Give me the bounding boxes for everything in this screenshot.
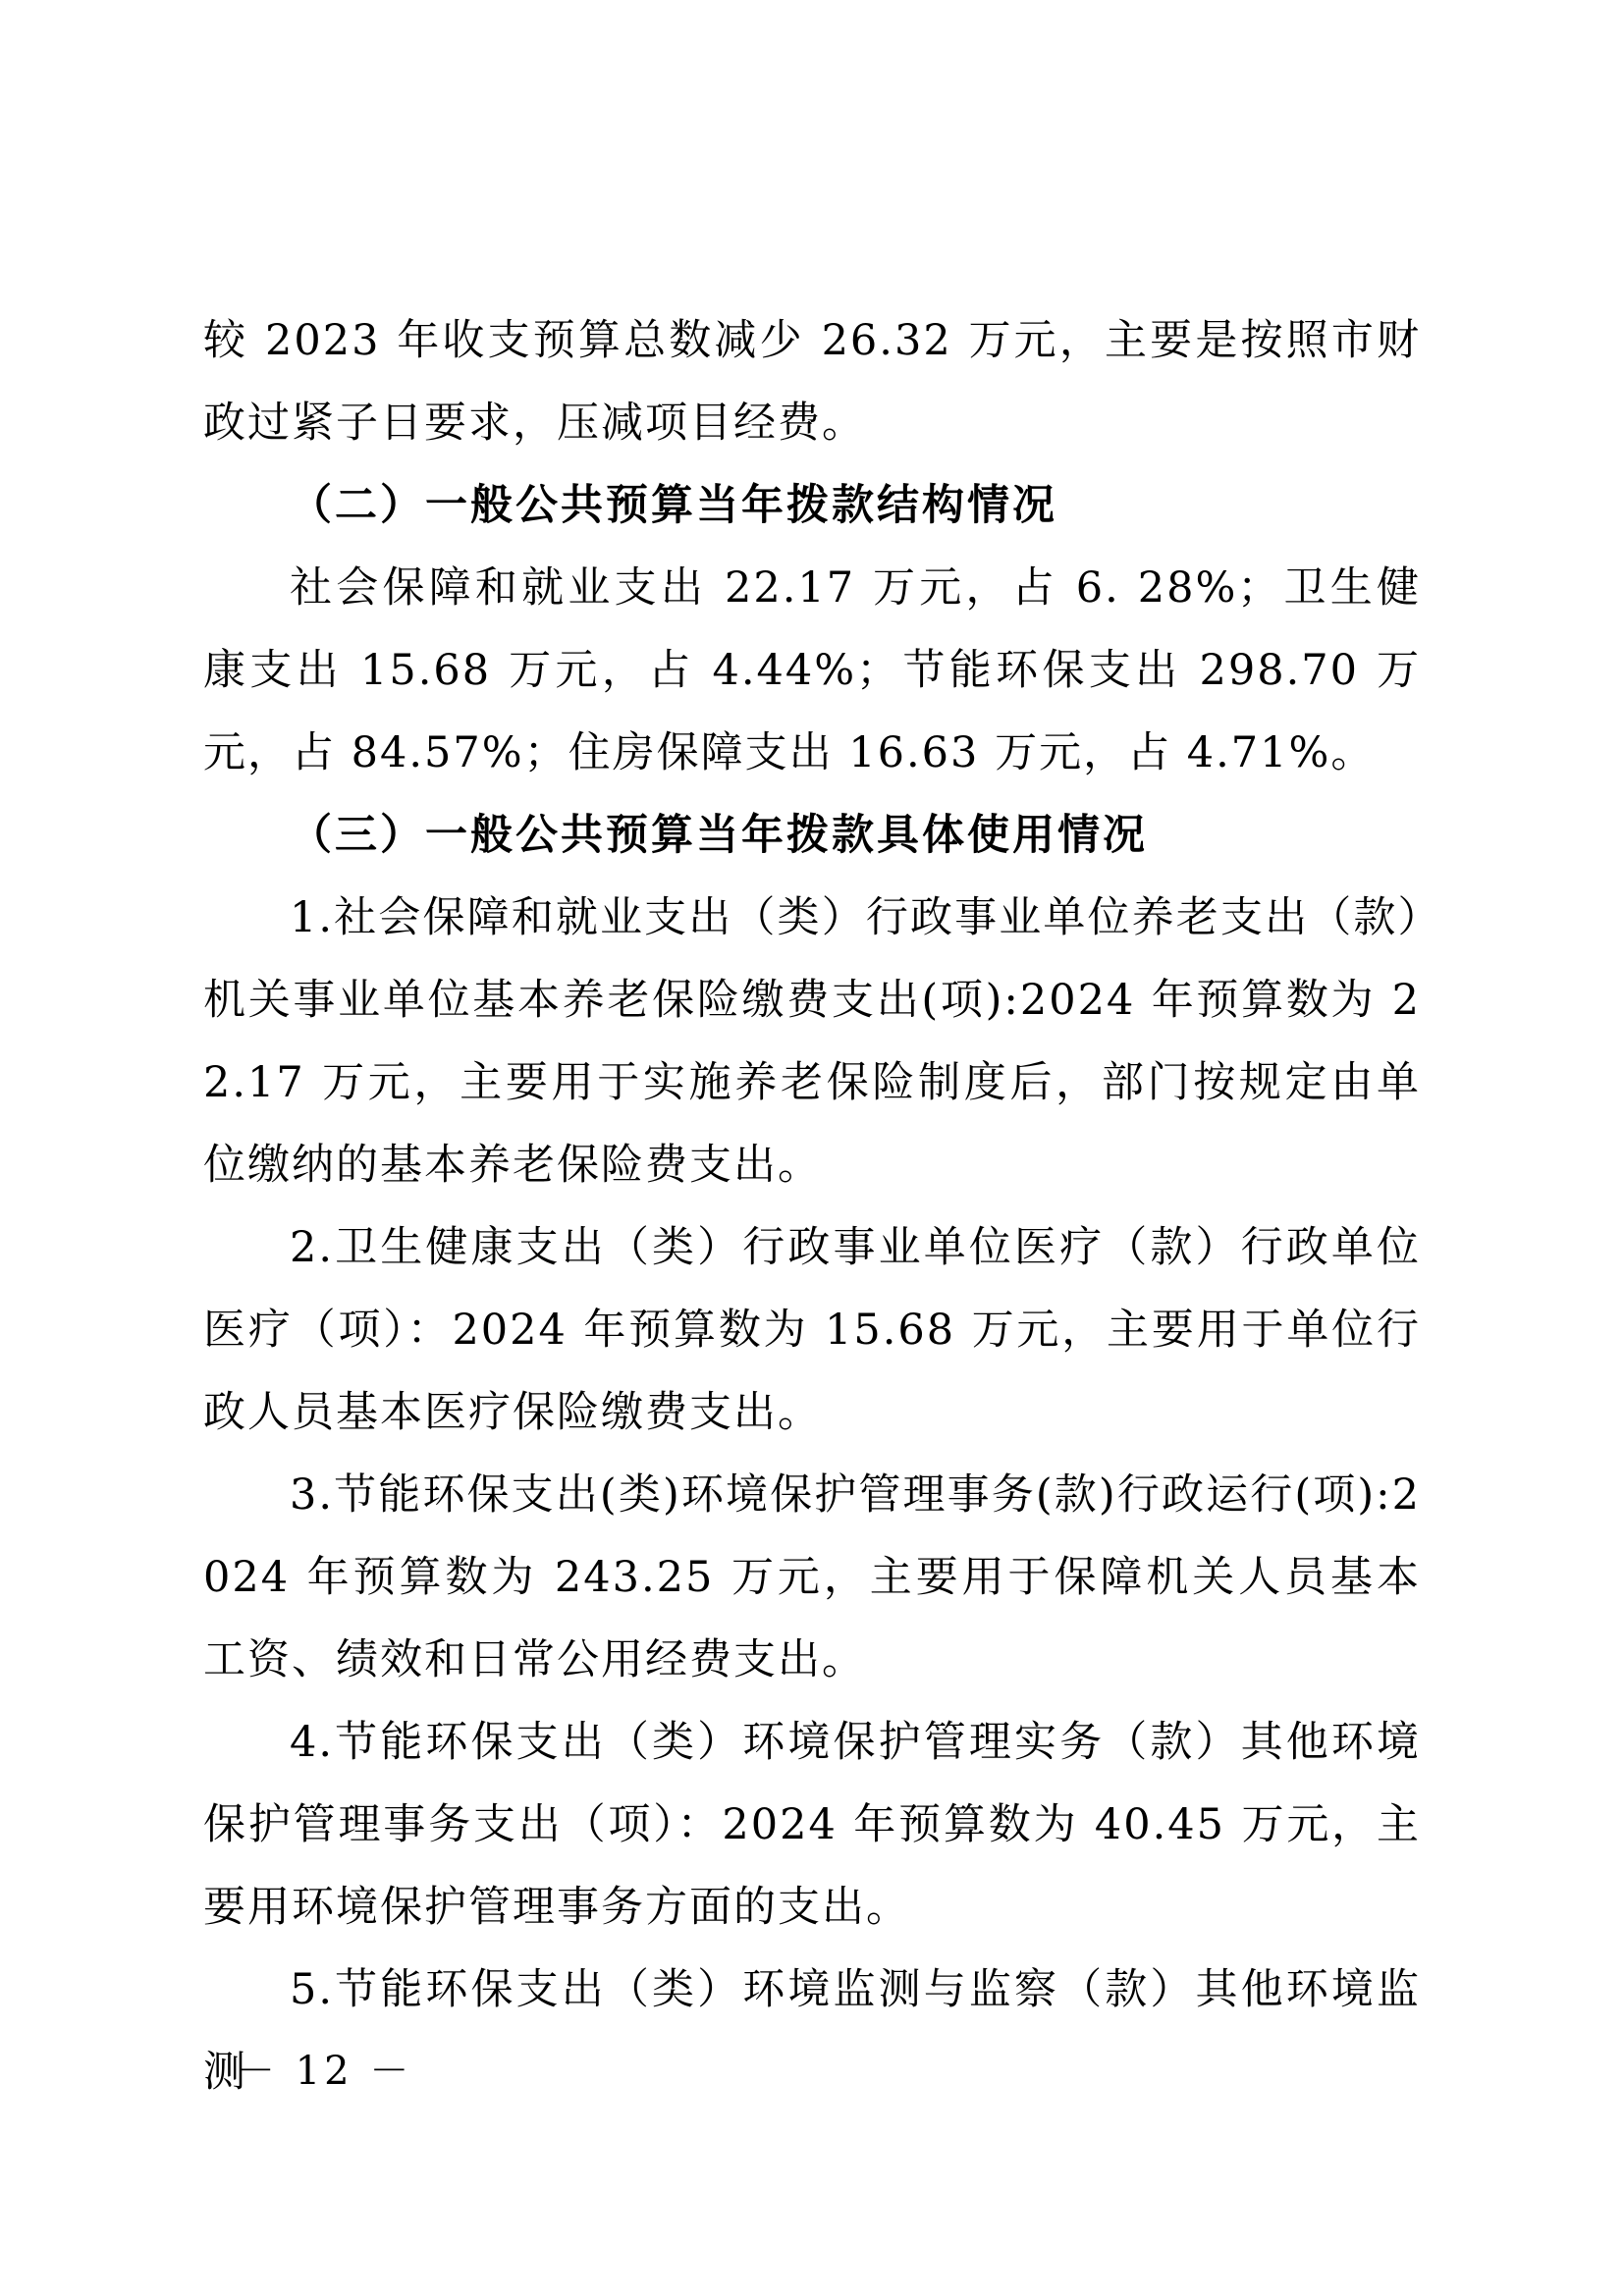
paragraph-item-2: 2.卫生健康支出（类）行政事业单位医疗（款）行政单位医疗（项）：2024 年预算数为 15.68 万元，主要用于单位行政人员基本医疗保险缴费支出。 [203, 1223, 1421, 1437]
section-heading-3: （三）一般公共预算当年拨款具体使用情况 [290, 811, 1148, 860]
section-heading-2: （二）一般公共预算当年拨款结构情况 [290, 481, 1057, 530]
paragraph-appropriation-structure: 社会保障和就业支出 22.17 万元，占 6. 28%；卫生健康支出 15.68 万元，占 4.44%；节能环保支出 298.70 万元，占 84.57%；住房保障支出 16.63 万元，占 4.71%。 [203, 563, 1421, 777]
paragraph-item-3: 3.节能环保支出(类)环境保护管理事务(款)行政运行(项):2024 年预算数为 243.25 万元，主要用于保障机关人员基本工资、绩效和日常公用经费支出。 [203, 1470, 1421, 1684]
page-number: － 12 － [236, 2049, 413, 2094]
paragraph-item-1: 1.社会保障和就业支出（类）行政事业单位养老支出（款）机关事业单位基本养老保险缴费支出(项):2024 年预算数为 22.17 万元，主要用于实施养老保险制度后，部门按规定由单位缴纳的基本养老保险费支出。 [203, 893, 1421, 1190]
document-body [203, 299, 1421, 2113]
paragraph-item-5: 5.节能环保支出（类）环境监测与监察（款）其他环境监测 [203, 1965, 1421, 2097]
paragraph-item-4: 4.节能环保支出（类）环境保护管理实务（款）其他环境保护管理事务支出（项）：2024 年预算数为 40.45 万元，主要用环境保护管理事务方面的支出。 [203, 1718, 1421, 1932]
paragraph-budget-decrease: 较 2023 年收支预算总数减少 26.32 万元，主要是按照市财政过紧子日要求，压减项目经费。 [203, 316, 1421, 448]
